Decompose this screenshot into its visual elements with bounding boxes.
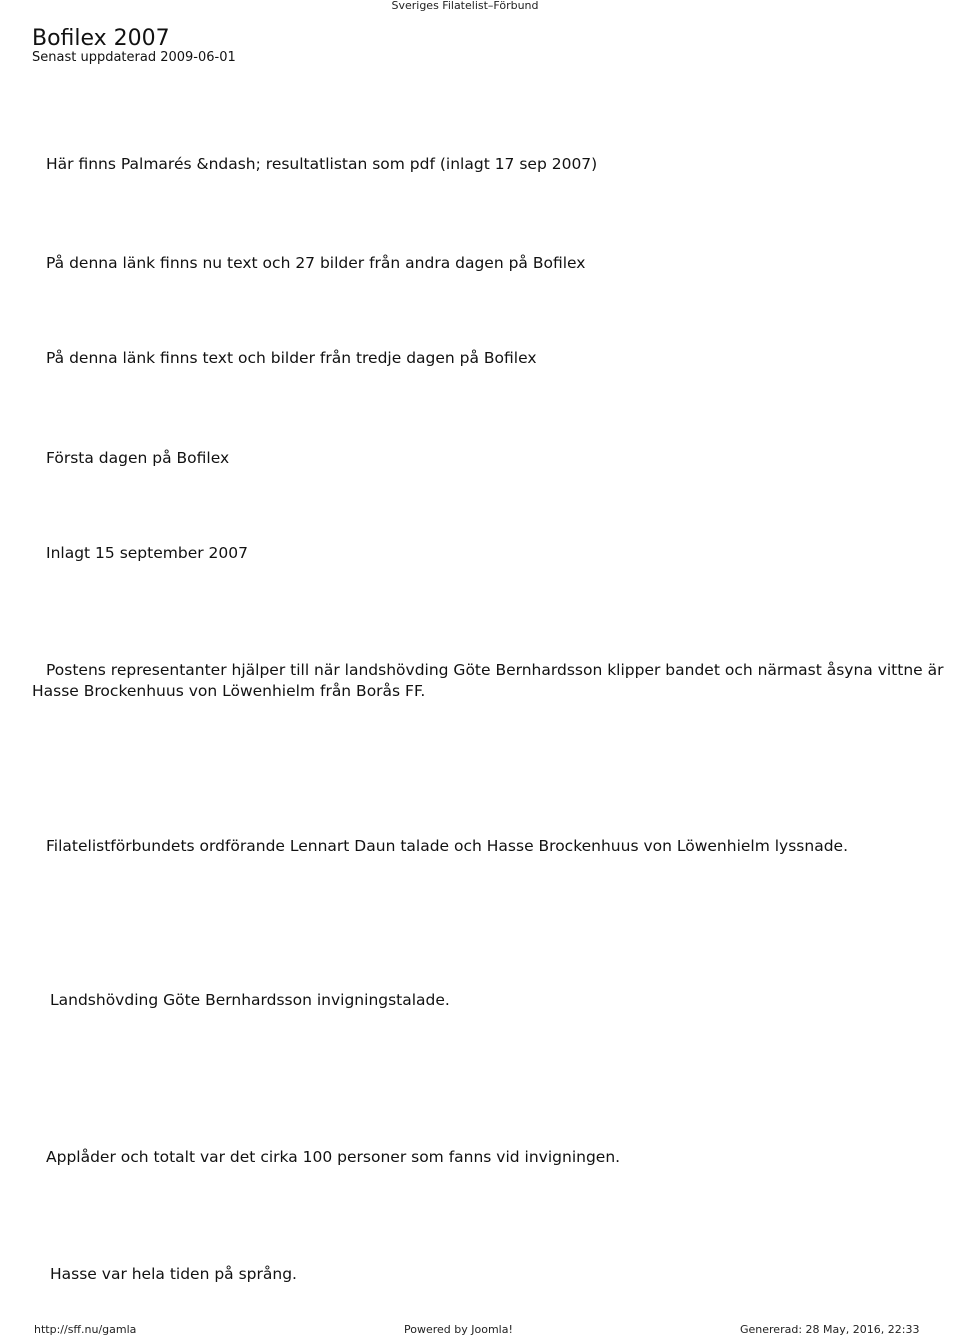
palmares-link[interactable]: Här finns Palmarés &ndash; resultatlistan som pdf (inlagt 17 sep 2007) [46, 155, 598, 173]
footer-url[interactable]: http://sff.nu/gamla [34, 1323, 137, 1336]
day3-link[interactable]: På denna länk finns text och bilder från tredje dagen på Bofilex [46, 349, 537, 367]
applause-paragraph: Applåder och totalt var det cirka 100 personer som fanns vid invigningen. [46, 1148, 621, 1166]
posted-date: Inlagt 15 september 2007 [46, 544, 248, 562]
day2-link[interactable]: På denna länk finns nu text och 27 bilder från andra dagen på Bofilex [46, 254, 586, 272]
organization-header: Sveriges Filatelist–Förbund [391, 0, 539, 12]
day1-heading: Första dagen på Bofilex [46, 449, 230, 467]
governor-paragraph: Landshövding Göte Bernhardsson invigningstalade. [50, 991, 450, 1009]
footer-generated: Genererad: 28 May, 2016, 22:33 [740, 1323, 920, 1336]
page-title: Bofilex 2007 [32, 26, 170, 51]
chairman-paragraph: Filatelistförbundets ordförande Lennart Daun talade och Hasse Brockenhuus von Löwenhielm lyssnade. [46, 837, 848, 855]
footer-powered-by[interactable]: Powered by Joomla! [404, 1323, 513, 1336]
ribbon-cutting-paragraph: Postens representanter hjälper till när landshövding Göte Bernhardsson klipper bandet och närmast åsyna vittne är Hasse Brockenhuus von Löwenhielm från Borås FF. [32, 661, 944, 700]
last-updated: Senast uppdaterad 2009-06-01 [32, 50, 236, 65]
hasse-paragraph: Hasse var hela tiden på språng. [50, 1265, 297, 1283]
